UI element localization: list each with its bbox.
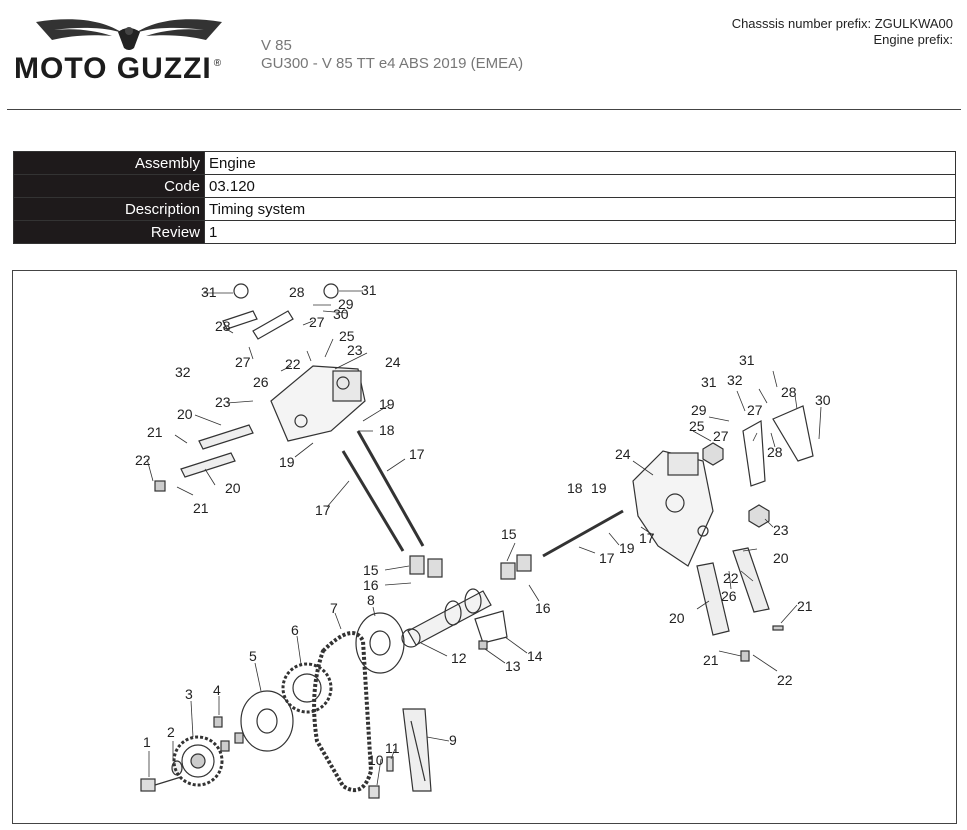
callout-28c: 28 bbox=[781, 384, 797, 400]
info-value: 1 bbox=[205, 221, 956, 244]
callout-10: 10 bbox=[368, 752, 384, 768]
moto-guzzi-logo bbox=[14, 14, 240, 84]
model-name: V 85 bbox=[261, 37, 292, 54]
callout-28b: 28 bbox=[215, 318, 231, 334]
callout-19a: 19 bbox=[379, 396, 395, 412]
callout-21a: 21 bbox=[147, 424, 163, 440]
callout-28d: 28 bbox=[767, 444, 783, 460]
info-row-description bbox=[14, 198, 956, 221]
callout-9: 9 bbox=[449, 732, 457, 748]
callout-27a: 27 bbox=[309, 314, 325, 330]
prefix-block bbox=[732, 16, 953, 48]
callout-22a: 22 bbox=[135, 452, 151, 468]
callout-31c: 31 bbox=[701, 374, 717, 390]
assembly-info-table bbox=[13, 151, 956, 244]
callout-27d: 27 bbox=[713, 428, 729, 444]
callout-17d: 17 bbox=[639, 530, 655, 546]
callout-30a: 30 bbox=[333, 306, 349, 322]
info-row-review bbox=[14, 221, 956, 244]
callout-26a: 26 bbox=[253, 374, 269, 390]
callout-12: 12 bbox=[451, 650, 467, 666]
callout-7: 7 bbox=[330, 600, 338, 616]
callout-6: 6 bbox=[291, 622, 299, 638]
callout-32a: 32 bbox=[175, 364, 191, 380]
callout-3: 3 bbox=[185, 686, 193, 702]
callout-19b: 19 bbox=[279, 454, 295, 470]
callout-24a: 24 bbox=[385, 354, 401, 370]
callout-31d: 31 bbox=[739, 352, 755, 368]
callout-29b: 29 bbox=[691, 402, 707, 418]
callout-1: 1 bbox=[143, 734, 151, 750]
callout-22d: 22 bbox=[777, 672, 793, 688]
callout-22c: 22 bbox=[723, 570, 739, 586]
callout-19c: 19 bbox=[591, 480, 607, 496]
callout-5: 5 bbox=[249, 648, 257, 664]
callout-19d: 19 bbox=[619, 540, 635, 556]
callout-15b: 15 bbox=[501, 526, 517, 542]
callout-26b: 26 bbox=[721, 588, 737, 604]
callout-28a: 28 bbox=[289, 284, 305, 300]
callout-29a: 29 bbox=[338, 296, 354, 312]
exploded-diagram bbox=[12, 270, 957, 824]
callout-17a: 17 bbox=[315, 502, 331, 518]
info-value: Timing system bbox=[205, 198, 956, 221]
callout-18b: 18 bbox=[567, 480, 583, 496]
callout-27b: 27 bbox=[235, 354, 251, 370]
callout-13: 13 bbox=[505, 658, 521, 674]
info-label: Code bbox=[14, 175, 205, 198]
header-divider bbox=[7, 109, 961, 110]
callout-21d: 21 bbox=[703, 652, 719, 668]
callout-17b: 17 bbox=[409, 446, 425, 462]
callout-2: 2 bbox=[167, 724, 175, 740]
callout-16a: 16 bbox=[363, 577, 379, 593]
callout-24b: 24 bbox=[615, 446, 631, 462]
eagle-icon bbox=[34, 14, 224, 54]
info-row-code bbox=[14, 175, 956, 198]
callout-25a: 25 bbox=[339, 328, 355, 344]
callout-25b: 25 bbox=[689, 418, 705, 434]
callout-8: 8 bbox=[367, 592, 375, 608]
callout-18a: 18 bbox=[379, 422, 395, 438]
info-value: 03.120 bbox=[205, 175, 956, 198]
callout-30b: 30 bbox=[815, 392, 831, 408]
callout-20c: 20 bbox=[773, 550, 789, 566]
callout-31b: 31 bbox=[361, 282, 377, 298]
callout-14: 14 bbox=[527, 648, 543, 664]
callout-21b: 21 bbox=[193, 500, 209, 516]
callout-20a: 20 bbox=[177, 406, 193, 422]
callout-20b: 20 bbox=[225, 480, 241, 496]
chassis-prefix: Chasssis number prefix: ZGULKWA00 bbox=[731, 16, 953, 31]
callout-17c: 17 bbox=[599, 550, 615, 566]
info-label: Description bbox=[14, 198, 205, 221]
brand-name: MOTO GUZZI ® bbox=[14, 52, 223, 85]
info-label: Review bbox=[14, 221, 205, 244]
model-variant: GU300 - V 85 TT e4 ABS 2019 (EMEA) bbox=[261, 55, 524, 72]
callout-11: 11 bbox=[385, 740, 400, 756]
callout-23c: 23 bbox=[773, 522, 789, 538]
callout-23b: 23 bbox=[347, 342, 363, 358]
callout-32b: 32 bbox=[727, 372, 743, 388]
callout-23a: 23 bbox=[215, 394, 231, 410]
callout-labels bbox=[135, 282, 831, 768]
timing-system-drawing bbox=[13, 271, 956, 823]
callout-15a: 15 bbox=[363, 562, 379, 578]
info-row-assembly bbox=[14, 152, 956, 175]
info-value: Engine bbox=[205, 152, 956, 175]
callout-31a: 31 bbox=[201, 284, 217, 300]
callout-22b: 22 bbox=[285, 356, 301, 372]
info-label: Assembly bbox=[14, 152, 205, 175]
callout-27c: 27 bbox=[747, 402, 763, 418]
callout-16b: 16 bbox=[535, 600, 551, 616]
callout-4: 4 bbox=[213, 682, 221, 698]
engine-prefix: Engine prefix: bbox=[873, 32, 953, 47]
callout-21c: 21 bbox=[797, 598, 813, 614]
callout-20d: 20 bbox=[669, 610, 685, 626]
